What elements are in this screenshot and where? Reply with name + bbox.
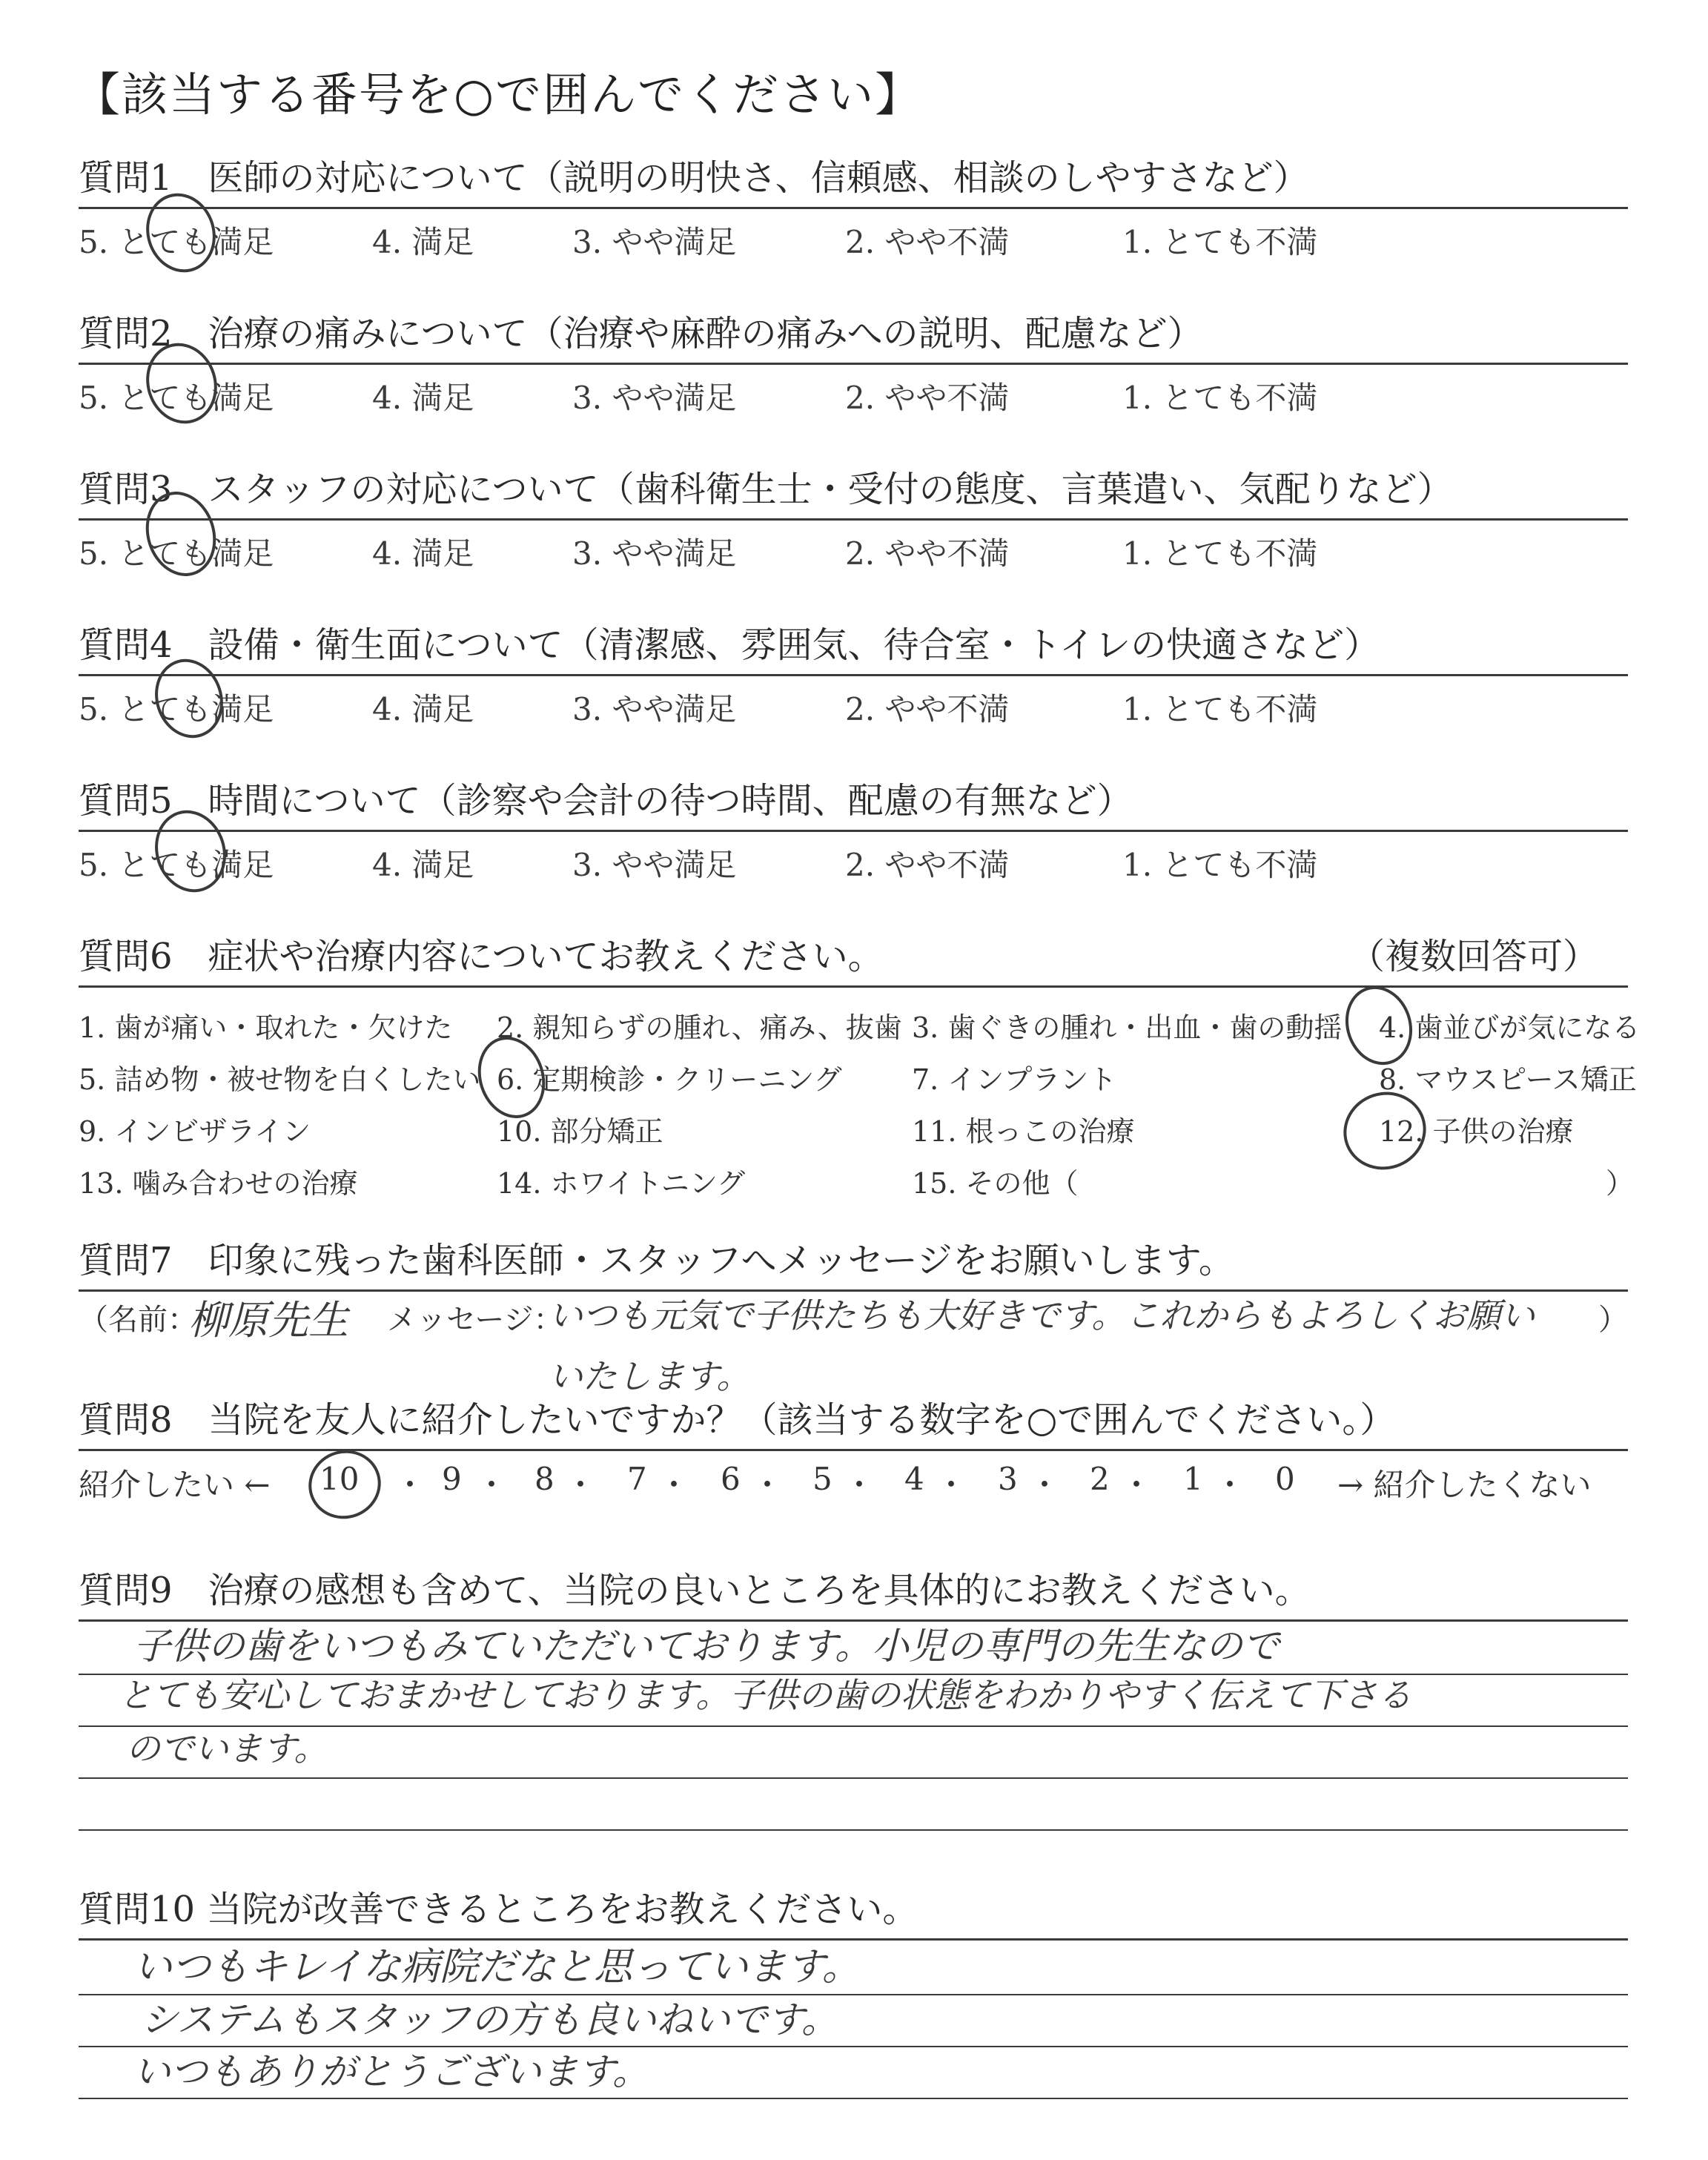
option-2[interactable]: 2. 親知らずの腫れ、痛み、抜歯 <box>497 1011 902 1044</box>
selection-circle <box>299 1441 390 1528</box>
rating-3[interactable]: 3. やや満足 <box>572 847 737 883</box>
dot-separator: ・ <box>565 1467 597 1503</box>
dot-separator: ・ <box>844 1467 875 1503</box>
rating-scale <box>79 676 1628 728</box>
rating-3[interactable]: 3. やや満足 <box>572 691 737 727</box>
option-4[interactable]: 4. 歯並びが気になる <box>1379 1011 1641 1044</box>
message-label: メッセージ： <box>387 1303 563 1337</box>
score-5[interactable]: 5 <box>812 1461 833 1497</box>
question-5 <box>79 775 1628 884</box>
score-1[interactable]: 1 <box>1183 1461 1203 1497</box>
score-6[interactable]: 6 <box>721 1461 741 1497</box>
rating-4[interactable]: 4. 満足 <box>372 691 474 727</box>
question-rule <box>79 985 1628 988</box>
question-7 <box>79 1235 1628 1292</box>
rating-5[interactable]: 5. とても満足 <box>79 691 274 727</box>
dot-separator: ・ <box>1214 1467 1246 1503</box>
question-title: 質問5 時間について（診察や会計の待つ時間、配慮の有無など） <box>79 780 1133 822</box>
dot-separator: ・ <box>1029 1467 1061 1503</box>
rating-4[interactable]: 4. 満足 <box>372 535 474 572</box>
question-title: 質問2 治療の痛みについて（治療や麻酔の痛みへの説明、配慮など） <box>79 313 1203 354</box>
recommend-right-label: → 紹介したくない <box>1337 1467 1592 1503</box>
rating-scale <box>79 832 1628 884</box>
rating-4[interactable]: 4. 満足 <box>372 224 474 260</box>
option-10[interactable]: 10. 部分矯正 <box>497 1115 663 1148</box>
score-3[interactable]: 3 <box>998 1461 1018 1497</box>
question-8 <box>79 1394 1628 1451</box>
name-value[interactable]: 柳原先生 <box>188 1297 348 1344</box>
option-7[interactable]: 7. インプラント <box>912 1063 1117 1096</box>
message-close: ） <box>1598 1303 1628 1337</box>
question-title: 質問1 医師の対応について（説明の明快さ、信頼感、相談のしやすさなど） <box>79 157 1309 199</box>
option-9[interactable]: 9. インビザライン <box>79 1115 311 1148</box>
option-14[interactable]: 14. ホワイトニング <box>497 1167 746 1200</box>
answer-10-line-1[interactable]: いつもキレイな病院だなと思っています。 <box>133 1945 861 1989</box>
rating-2[interactable]: 2. やや不満 <box>845 847 1010 883</box>
dot-separator: ・ <box>394 1467 426 1503</box>
rating-5[interactable]: 5. とても満足 <box>79 535 274 572</box>
option-12[interactable]: 12. 子供の治療 <box>1379 1115 1574 1148</box>
option-8[interactable]: 8. マウスピース矯正 <box>1379 1063 1637 1096</box>
question-9 <box>79 1565 1628 1622</box>
question-title: 質問4 設備・衛生面について（清潔感、雰囲気、待合室・トイレの快適さなど） <box>79 624 1380 666</box>
question-title: 質問9 治療の感想も含めて、当院の良いところを具体的にお教えください。 <box>79 1570 1311 1611</box>
option-1[interactable]: 1. 歯が痛い・取れた・欠けた <box>79 1011 453 1044</box>
question-title: 質問7 印象に残った歯科医師・スタッフへメッセージをお願いします。 <box>79 1240 1234 1281</box>
answer-10-line-3[interactable]: いつもありがとうございます。 <box>133 2050 649 2093</box>
rating-4[interactable]: 4. 満足 <box>372 847 474 883</box>
dot-separator: ・ <box>752 1467 784 1503</box>
question-6 <box>79 931 1628 988</box>
rating-5[interactable]: 5. とても満足 <box>79 224 274 260</box>
answer-10-line-2[interactable]: システムもスタッフの方も良いねいです。 <box>141 1998 838 2041</box>
score-2[interactable]: 2 <box>1090 1461 1110 1497</box>
question-6-title: 質問6 症状や治療内容についてお教えください。 <box>79 936 884 977</box>
question-title <box>79 931 1628 982</box>
rating-scale <box>79 521 1628 572</box>
question-3 <box>79 463 1628 572</box>
answer-line <box>79 2098 1628 2099</box>
message-continuation[interactable]: いたします。 <box>549 1356 751 1396</box>
rating-3[interactable]: 3. やや満足 <box>572 380 737 416</box>
rating-2[interactable]: 2. やや不満 <box>845 380 1010 416</box>
rating-5[interactable]: 5. とても満足 <box>79 380 274 416</box>
multiple-answers-note: （複数回答可） <box>1348 936 1598 977</box>
dot-separator: ・ <box>936 1467 967 1503</box>
rating-1[interactable]: 1. とても不満 <box>1122 224 1318 260</box>
question-4 <box>79 619 1628 728</box>
rating-2[interactable]: 2. やや不満 <box>845 691 1010 727</box>
score-4[interactable]: 4 <box>904 1461 924 1497</box>
option-5[interactable]: 5. 詰め物・被せ物を白くしたい <box>79 1063 481 1096</box>
question-title: 質問8 当院を友人に紹介したいですか？（該当する数字を○で囲んでください。） <box>79 1399 1396 1441</box>
option-15[interactable]: 15. その他（ <box>912 1167 1079 1200</box>
option-3[interactable]: 3. 歯ぐきの腫れ・出血・歯の動揺 <box>912 1011 1343 1044</box>
rating-3[interactable]: 3. やや満足 <box>572 535 737 572</box>
score-7[interactable]: 7 <box>627 1461 647 1497</box>
question-10 <box>79 1883 1628 1941</box>
question-1 <box>79 152 1628 261</box>
option-11[interactable]: 11. 根っこの治療 <box>912 1115 1135 1148</box>
rating-scale <box>79 209 1628 261</box>
question-2 <box>79 308 1628 417</box>
option-6[interactable]: 6. 定期検診・クリーニング <box>497 1063 842 1096</box>
instruction-header: 【該当する番号を○で囲んでください】 <box>74 67 923 122</box>
answer-line <box>79 1829 1628 1831</box>
message-value[interactable]: いつも元気で子供たちも大好きです。これからもよろしくお願い <box>549 1295 1535 1335</box>
question-title: 質問10 当院が改善できるところをお教えください。 <box>79 1889 918 1930</box>
rating-4[interactable]: 4. 満足 <box>372 380 474 416</box>
answer-9-line-1[interactable]: 子供の歯をいつもみていただいております。小児の専門の先生なので <box>133 1625 1280 1668</box>
rating-1[interactable]: 1. とても不満 <box>1122 691 1318 727</box>
score-8[interactable]: 8 <box>534 1461 555 1497</box>
name-label: （名前： <box>79 1303 197 1337</box>
rating-1[interactable]: 1. とても不満 <box>1122 535 1318 572</box>
rating-1[interactable]: 1. とても不満 <box>1122 380 1318 416</box>
rating-3[interactable]: 3. やや満足 <box>572 224 737 260</box>
answer-line <box>79 1777 1628 1779</box>
dot-separator: ・ <box>658 1467 690 1503</box>
score-10[interactable]: 10 <box>320 1461 360 1497</box>
option-13[interactable]: 13. 噛み合わせの治療 <box>79 1167 358 1200</box>
recommend-left-label: 紹介したい ← <box>79 1467 271 1503</box>
question-rule <box>79 1449 1628 1451</box>
score-9[interactable]: 9 <box>442 1461 462 1497</box>
option-15-close: ） <box>1606 1167 1635 1200</box>
rating-2[interactable]: 2. やや不満 <box>845 535 1010 572</box>
score-0[interactable]: 0 <box>1275 1461 1295 1497</box>
dot-separator: ・ <box>1121 1467 1153 1503</box>
rating-5[interactable]: 5. とても満足 <box>79 847 274 883</box>
question-title: 質問3 スタッフの対応について（歯科衛生士・受付の態度、言葉遣い、気配りなど） <box>79 469 1453 510</box>
rating-1[interactable]: 1. とても不満 <box>1122 847 1318 883</box>
rating-2[interactable]: 2. やや不満 <box>845 224 1010 260</box>
answer-9-line-3[interactable]: のでいます。 <box>126 1728 328 1768</box>
answer-9-line-2[interactable]: とても安心しておまかせしております。子供の歯の状態をわかりやすく伝えて下さる <box>119 1675 1412 1715</box>
rating-scale <box>79 365 1628 417</box>
dot-separator: ・ <box>476 1467 508 1503</box>
